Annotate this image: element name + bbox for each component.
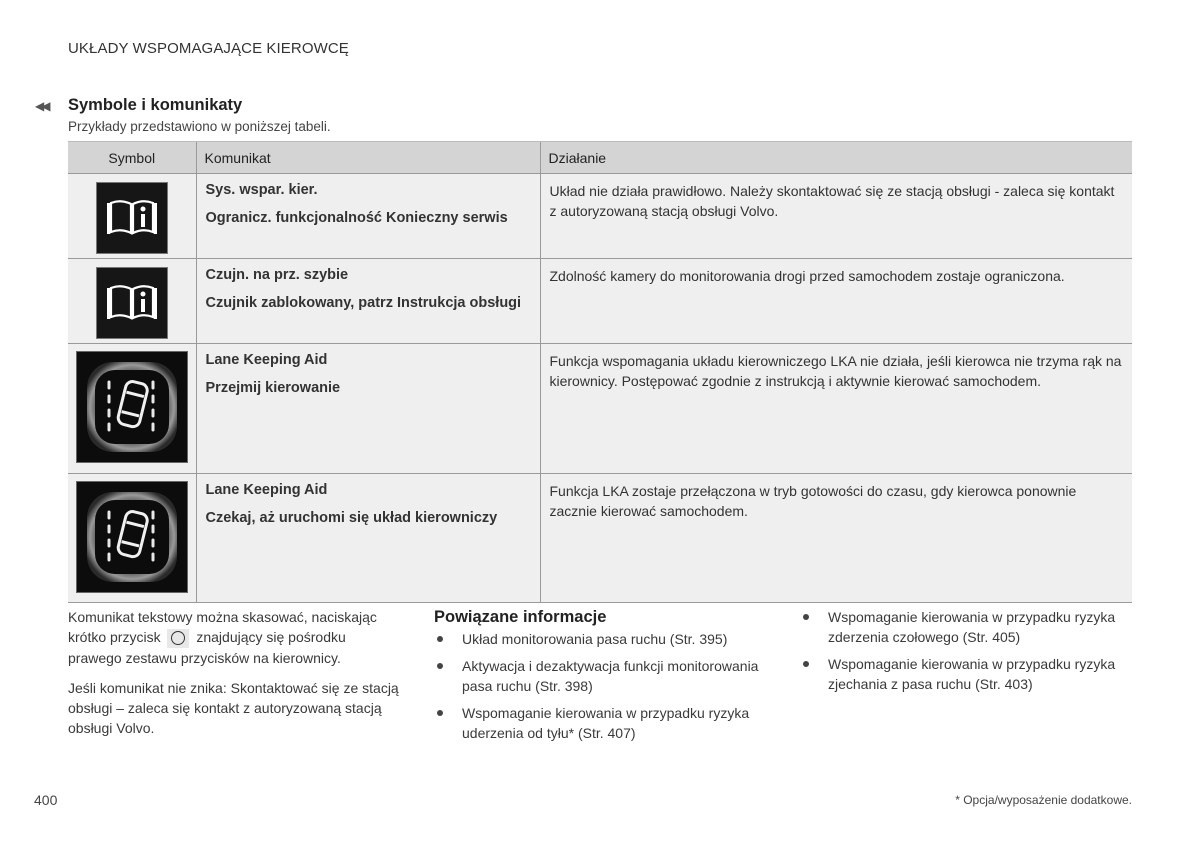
- section-title: Symbole i komunikaty: [68, 96, 243, 114]
- column-header-action: Działanie: [540, 142, 1132, 174]
- symbol-cell: [68, 344, 196, 474]
- related-list: [800, 607, 1135, 694]
- back-arrows-icon[interactable]: ◀◀: [35, 99, 48, 113]
- related-info-title: Powiązane informacje: [434, 608, 607, 626]
- message-cell: [196, 344, 540, 474]
- symbol-cell: [68, 174, 196, 259]
- symbol-cell: [68, 259, 196, 344]
- related-link[interactable]: Aktywacja i dezaktywacja funkcji monitorowania pasa ruchu (Str. 398): [434, 656, 769, 696]
- info-book-icon: [96, 182, 168, 254]
- symbol-cell: [68, 474, 196, 603]
- lane-keeping-icon: [76, 351, 188, 463]
- message-line: Czujn. na prz. szybie: [205, 267, 349, 283]
- message-line: Lane Keeping Aid: [205, 482, 328, 498]
- message-line: Czekaj, aż uruchomi się układ kierowniczy: [205, 510, 498, 526]
- related-info: [434, 607, 769, 750]
- message-cell: [196, 474, 540, 603]
- lane-keeping-icon: [76, 481, 188, 593]
- related-link[interactable]: Układ monitorowania pasa ruchu (Str. 395): [434, 629, 769, 649]
- footnote: * Opcja/wyposażenie dodatkowe.: [955, 793, 1132, 807]
- note-paragraph: Jeśli komunikat nie znika: Skontaktować się ze stacją obsługi – zaleca się kontakt z autoryzowaną stacją obsługi Volvo.: [68, 679, 399, 736]
- section-subtitle: Przykłady przedstawiono w poniższej tabeli.: [68, 119, 331, 134]
- message-line: Sys. wspar. kier.: [205, 182, 318, 198]
- table-header-row: [68, 142, 1132, 174]
- messages-table: [68, 141, 1132, 603]
- notes-column: [68, 607, 403, 748]
- related-info-continued: [800, 607, 1135, 701]
- table-row: [68, 344, 1132, 474]
- message-line: Przejmij kierowanie: [205, 380, 341, 396]
- message-cell: [196, 259, 540, 344]
- message-line: Czujnik zablokowany, patrz Instrukcja obsługi: [205, 295, 522, 311]
- message-cell: [196, 174, 540, 259]
- info-book-icon: [96, 267, 168, 339]
- action-cell: Układ nie działa prawidłowo. Należy skontaktować się ze stacją obsługi - zaleca się kontakt z autoryzowaną stacją obsługi Volvo.: [540, 174, 1132, 259]
- column-header-symbol: Symbol: [68, 142, 196, 174]
- related-link[interactable]: Wspomaganie kierowania w przypadku ryzyka zderzenia czołowego (Str. 405): [800, 607, 1135, 647]
- table-row: [68, 474, 1132, 603]
- related-link[interactable]: Wspomaganie kierowania w przypadku ryzyka uderzenia od tyłu* (Str. 407): [434, 703, 769, 743]
- steering-wheel-button-icon: [167, 629, 189, 648]
- table-row: [68, 174, 1132, 259]
- action-cell: Funkcja wspomagania układu kierowniczego LKA nie działa, jeśli kierowca nie trzyma rąk na kierownicy. Postępować zgodnie z instrukcją i aktywnie kierować samochodem.: [540, 344, 1132, 474]
- related-link[interactable]: Wspomaganie kierowania w przypadku ryzyka zjechania z pasa ruchu (Str. 403): [800, 654, 1135, 694]
- action-cell: Zdolność kamery do monitorowania drogi przed samochodem zostaje ograniczona.: [540, 259, 1132, 344]
- message-line: Ogranicz. funkcjonalność Konieczny serwis: [205, 210, 508, 226]
- action-cell: Funkcja LKA zostaje przełączona w tryb gotowości do czasu, gdy kierowca ponownie zacznie kierować samochodem.: [540, 474, 1132, 603]
- column-header-message: Komunikat: [196, 142, 540, 174]
- note-text: znajdujący się pośrodku prawego zestawu przycisków na kierownicy.: [68, 629, 346, 666]
- page-number: 400: [34, 792, 58, 808]
- chapter-title: UKŁADY WSPOMAGAJĄCE KIEROWCĘ: [68, 40, 349, 57]
- table-row: [68, 259, 1132, 344]
- note-text: Komunikat tekstowy można skasować, naciskając krótko przycisk: [68, 609, 377, 645]
- message-line: Lane Keeping Aid: [205, 352, 328, 368]
- related-list: [434, 629, 769, 743]
- note-paragraph: [68, 607, 403, 668]
